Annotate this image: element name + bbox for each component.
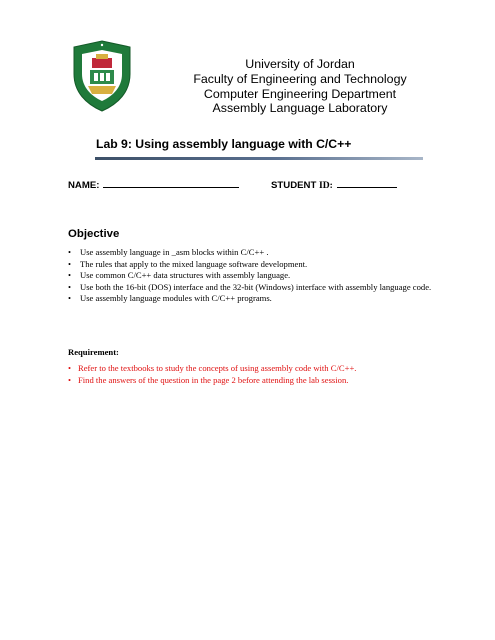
faculty-name: Faculty of Engineering and Technology xyxy=(193,71,407,86)
list-item xyxy=(68,270,438,282)
bullet-icon: • xyxy=(68,281,72,292)
objective-item-text: Use assembly language in _asm blocks within C/C++ . xyxy=(80,247,269,257)
requirement-item-text: Refer to the textbooks to study the concepts of using assembly code with C/C++. xyxy=(78,363,357,373)
title-divider xyxy=(95,157,423,160)
list-item xyxy=(68,374,448,386)
bullet-icon: • xyxy=(68,363,72,373)
university-name: University of Jordan xyxy=(245,57,355,71)
list-item xyxy=(68,362,448,374)
name-label: NAME: xyxy=(68,180,100,191)
objective-item-text: Use both the 16-bit (DOS) interface and the 32-bit (Windows) interface with assembly language code. xyxy=(80,281,432,292)
list-item xyxy=(68,247,438,259)
laboratory-name: Assembly Language Laboratory xyxy=(212,101,388,116)
list-item xyxy=(68,282,438,294)
bullet-icon: • xyxy=(68,270,72,281)
id-label: ID: xyxy=(318,180,333,191)
student-id-field xyxy=(271,178,397,191)
student-label: STUDENT xyxy=(271,180,317,191)
requirement-list xyxy=(68,362,448,387)
university-logo-icon xyxy=(70,40,134,112)
objective-item-text: The rules that apply to the mixed language software development. xyxy=(80,258,308,269)
name-blank-line[interactable] xyxy=(103,178,239,188)
bullet-icon: • xyxy=(68,258,72,269)
name-field xyxy=(68,178,239,191)
department-name: Computer Engineering Department xyxy=(203,86,397,101)
bullet-icon: • xyxy=(68,293,72,304)
objective-item-text: Use assembly language modules with C/C++ programs. xyxy=(80,293,272,304)
bullet-icon: • xyxy=(68,375,72,386)
list-item xyxy=(68,293,438,305)
student-id-blank-line[interactable] xyxy=(337,178,397,188)
bullet-icon: • xyxy=(68,247,72,257)
objective-list xyxy=(68,247,438,305)
institution-header xyxy=(180,57,420,116)
lab-title: Lab 9: Using assembly language with C/C++ xyxy=(96,137,352,151)
requirement-item-text: Find the answers of the question in the page 2 before attending the lab session. xyxy=(78,375,349,386)
requirement-heading: Requirement: xyxy=(68,347,119,357)
objective-heading: Objective xyxy=(68,228,120,240)
list-item xyxy=(68,259,438,271)
objective-item-text: Use common C/C++ data structures with assembly language. xyxy=(80,270,291,281)
